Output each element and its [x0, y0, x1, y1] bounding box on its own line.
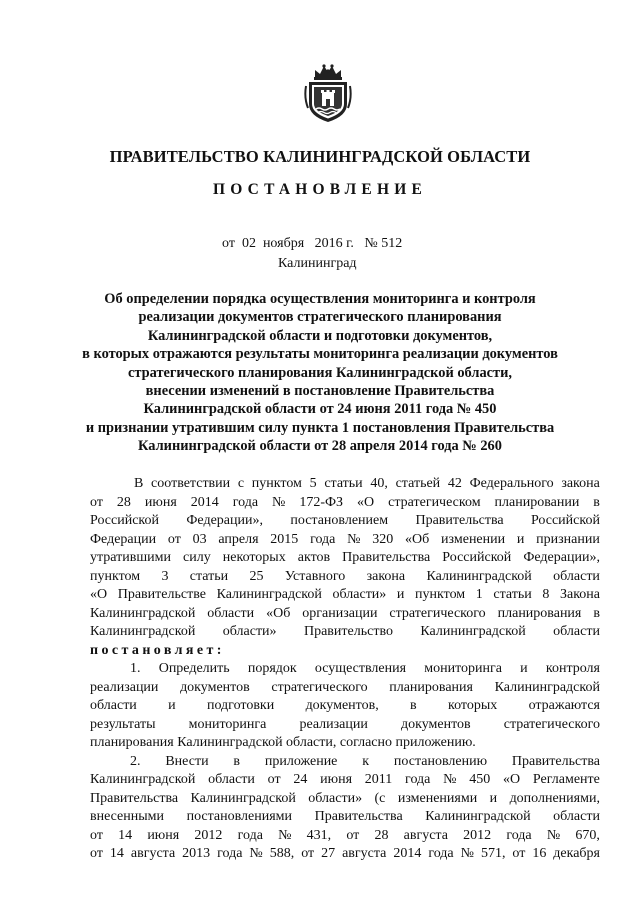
body-line: [90, 494, 600, 513]
word: года: [237, 827, 263, 843]
word: от: [90, 827, 103, 843]
word: 571,: [480, 846, 506, 861]
word: №: [278, 827, 292, 843]
word: Определить: [158, 661, 230, 676]
title-line: и признании утратившим силу пункта 1 постановления Правительства: [85, 419, 555, 436]
word: отражаются: [528, 698, 600, 713]
word: контроля: [545, 661, 600, 676]
word: порядок: [247, 661, 297, 676]
word: изменениями: [397, 790, 478, 806]
resolves-keyword: постановляет:: [90, 642, 225, 658]
word: года: [428, 846, 454, 861]
word: и: [516, 531, 525, 547]
word: 24: [293, 772, 308, 787]
word: 2014: [393, 846, 422, 861]
body-line: [90, 716, 600, 735]
word: 320: [372, 531, 394, 547]
word: 588,: [269, 846, 295, 861]
word: года: [310, 531, 336, 547]
word: (с: [374, 790, 386, 806]
word: декабря: [553, 846, 600, 861]
word: утратившими: [90, 550, 171, 565]
word: июня: [320, 772, 353, 787]
word: соответствии: [151, 476, 231, 491]
word: Федерации»,: [523, 550, 600, 565]
word: Правительство: [303, 624, 393, 639]
word: 3: [161, 568, 169, 584]
decree-body: [90, 475, 600, 864]
word: апреля: [218, 531, 259, 547]
word: актов: [297, 550, 331, 565]
word: от: [90, 494, 103, 510]
word: «Об: [266, 605, 291, 621]
word: Правительства: [511, 753, 600, 769]
word: года: [232, 494, 259, 510]
word: 1: [475, 587, 483, 602]
word: статьи: [493, 587, 532, 602]
word: статьей: [395, 476, 441, 491]
word: стратегического: [503, 716, 600, 732]
word: 2012: [463, 827, 492, 843]
word: мониторинга: [424, 661, 502, 676]
word: изменении: [441, 531, 506, 547]
body-line: [90, 697, 600, 716]
date-month: ноября: [262, 236, 305, 251]
word: документов,: [305, 698, 379, 713]
word: Правительства: [342, 550, 431, 565]
word: реализации: [90, 679, 159, 695]
word: Правительстве: [117, 587, 206, 602]
word: планирования: [389, 679, 473, 695]
word: июня: [147, 827, 180, 843]
word: и: [168, 698, 176, 713]
word: некоторых: [222, 550, 286, 565]
word: стратегического: [389, 605, 486, 621]
word: Калининградской: [426, 568, 532, 584]
word: Калининградской: [190, 790, 296, 806]
word: области: [207, 605, 255, 621]
body-line: [90, 623, 600, 642]
word: 25: [249, 568, 264, 584]
word: 2014: [190, 494, 219, 510]
body-line: [90, 512, 600, 531]
word: реализации: [299, 716, 368, 732]
word: 2012: [194, 827, 223, 843]
word: области: [553, 624, 600, 639]
body-line: [90, 586, 600, 605]
word: от: [90, 846, 103, 861]
date-day: 02: [241, 236, 256, 251]
word: 431,: [306, 827, 332, 843]
word: Федерации: [90, 531, 157, 547]
word: в: [593, 494, 600, 510]
word: Российской: [442, 550, 512, 565]
body-line: [90, 475, 600, 494]
word: 2015: [270, 531, 299, 547]
word: Калининградской: [90, 624, 196, 639]
date-prefix: от: [222, 236, 235, 251]
word: стратегического: [271, 679, 368, 695]
word: 03: [192, 531, 207, 547]
word: №: [546, 827, 561, 843]
date-line: [222, 236, 402, 252]
title-line: реализации документов стратегического планирования: [138, 309, 502, 326]
word: от: [301, 846, 315, 861]
word: 172-ФЗ: [299, 494, 344, 510]
word: Федерации»,: [186, 513, 263, 528]
word: 1.: [130, 661, 141, 676]
word: 28: [374, 827, 389, 843]
word: приложение: [264, 753, 338, 769]
word: пунктом: [415, 587, 466, 602]
word: 28: [116, 494, 131, 510]
body-line: [90, 845, 600, 864]
body-line: [90, 660, 600, 679]
body-line: [90, 531, 600, 550]
word: Калининградской: [90, 772, 196, 787]
word: Закона: [559, 587, 600, 602]
word: области»: [332, 587, 387, 602]
word: статьи: [189, 568, 229, 584]
word: «О: [503, 772, 521, 787]
word: 450: [469, 772, 491, 787]
word: стратегическом: [388, 494, 481, 510]
coat-of-arms-icon: [303, 62, 353, 124]
word: области»: [222, 624, 277, 639]
word: области: [553, 809, 600, 824]
word: 8: [542, 587, 550, 602]
word: закона: [366, 568, 406, 584]
word: с: [237, 476, 245, 491]
word: документов: [400, 716, 471, 732]
word: Правительства: [90, 790, 179, 806]
word: «О: [90, 587, 108, 602]
word: в: [410, 698, 417, 713]
word: подготовки: [206, 698, 275, 713]
body-line: [90, 753, 600, 772]
word: внесенными: [90, 809, 165, 824]
word: В: [134, 476, 144, 491]
body-line: [90, 568, 600, 587]
word: документов: [180, 679, 250, 695]
title-line: в которых отражаются результаты мониторинга реализации документов: [82, 346, 558, 363]
word: Регламенте: [532, 772, 600, 787]
word: признании: [536, 531, 600, 547]
word: силу: [183, 550, 211, 565]
word: в: [233, 753, 241, 769]
word: августа: [342, 846, 387, 861]
word: к: [362, 753, 370, 769]
title-line: внесении изменений в постановление Правительства: [145, 383, 495, 400]
document-number: № 512: [364, 236, 403, 251]
word: №: [460, 846, 474, 861]
word: 40,: [370, 476, 388, 491]
word: Внести: [165, 753, 209, 769]
word: Российской: [90, 513, 159, 528]
word: 670,: [575, 827, 600, 843]
word: Федерального: [469, 476, 554, 491]
body-line: [90, 827, 600, 846]
government-name: ПРАВИТЕЛЬСТВО КАЛИНИНГРАДСКОЙ ОБЛАСТИ: [109, 147, 531, 166]
word: 5: [309, 476, 317, 491]
word: от: [346, 827, 360, 843]
word: планировании: [494, 494, 580, 510]
city: Калининград: [278, 256, 357, 271]
word: области»: [308, 790, 363, 806]
word: Калининградской: [90, 605, 196, 621]
word: года: [405, 772, 431, 787]
body-line: [90, 771, 600, 790]
word: и: [489, 790, 498, 806]
word: №: [272, 494, 286, 510]
word: постановлениями: [186, 809, 293, 824]
word: закона: [561, 476, 600, 491]
body-line: планирования Калининградской области, согласно приложению.: [90, 735, 476, 750]
word: области: [553, 568, 600, 584]
body-line: [90, 790, 600, 809]
word: статьи: [324, 476, 363, 491]
title-line: Калининградской области и подготовки документов,: [147, 327, 493, 344]
word: 42: [447, 476, 462, 491]
word: 14: [118, 827, 133, 843]
word: года: [217, 846, 243, 861]
word: августа: [130, 846, 176, 861]
word: августа: [403, 827, 448, 843]
word: Правительства: [415, 513, 504, 528]
word: 2.: [130, 753, 141, 769]
word: «Об: [405, 531, 430, 547]
body-line: [90, 549, 600, 568]
word: Калининградской: [216, 587, 322, 602]
word: Калининградской: [494, 679, 600, 695]
word: Уставного: [284, 568, 346, 584]
title-line: Калининградской области от 28 апреля 2014 года № 260: [138, 438, 502, 455]
word: от: [267, 772, 281, 787]
word: осуществления: [314, 661, 407, 676]
word: «О: [357, 494, 375, 510]
word: Правительства: [314, 809, 403, 824]
word: и: [520, 661, 528, 676]
word: №: [443, 772, 457, 787]
word: года: [506, 827, 532, 843]
title-line: Об определении порядка осуществления мониторинга и контроля: [104, 291, 536, 307]
word: организации: [302, 605, 378, 621]
word: июня: [144, 494, 177, 510]
word: дополнениями,: [509, 790, 600, 806]
word: постановлению: [393, 753, 488, 769]
word: от: [512, 846, 526, 861]
decree-title: [60, 290, 580, 456]
body-line: [90, 605, 600, 624]
body-line: [90, 808, 600, 827]
word: №: [347, 531, 361, 547]
word: в: [593, 605, 600, 621]
word: 14: [109, 846, 124, 861]
word: результаты: [90, 716, 156, 732]
word: 16: [532, 846, 547, 861]
document-type: ПОСТАНОВЛЕНИЕ: [212, 181, 428, 198]
word: Калининградской: [420, 624, 526, 639]
word: 2013: [182, 846, 211, 861]
word: области: [208, 772, 255, 787]
word: 27: [321, 846, 336, 861]
word: постановлением: [290, 513, 389, 528]
word: планирования: [497, 605, 582, 621]
title-line: стратегического планирования Калининградской области,: [127, 364, 513, 381]
date-year: 2016 г.: [314, 236, 354, 251]
word: мониторинга: [188, 716, 267, 732]
word: Российской: [530, 513, 600, 528]
body-line: [90, 679, 600, 698]
title-line: Калининградской области от 24 июня 2011 года № 450: [143, 401, 497, 418]
word: Калининградской: [425, 809, 531, 824]
word: области: [90, 698, 137, 713]
word: пунктом: [90, 568, 141, 584]
word: и: [396, 587, 405, 602]
word: №: [249, 846, 263, 861]
word: которых: [448, 698, 498, 713]
word: 2011: [364, 772, 393, 787]
word: от: [167, 531, 181, 547]
word: пунктом: [251, 476, 302, 491]
